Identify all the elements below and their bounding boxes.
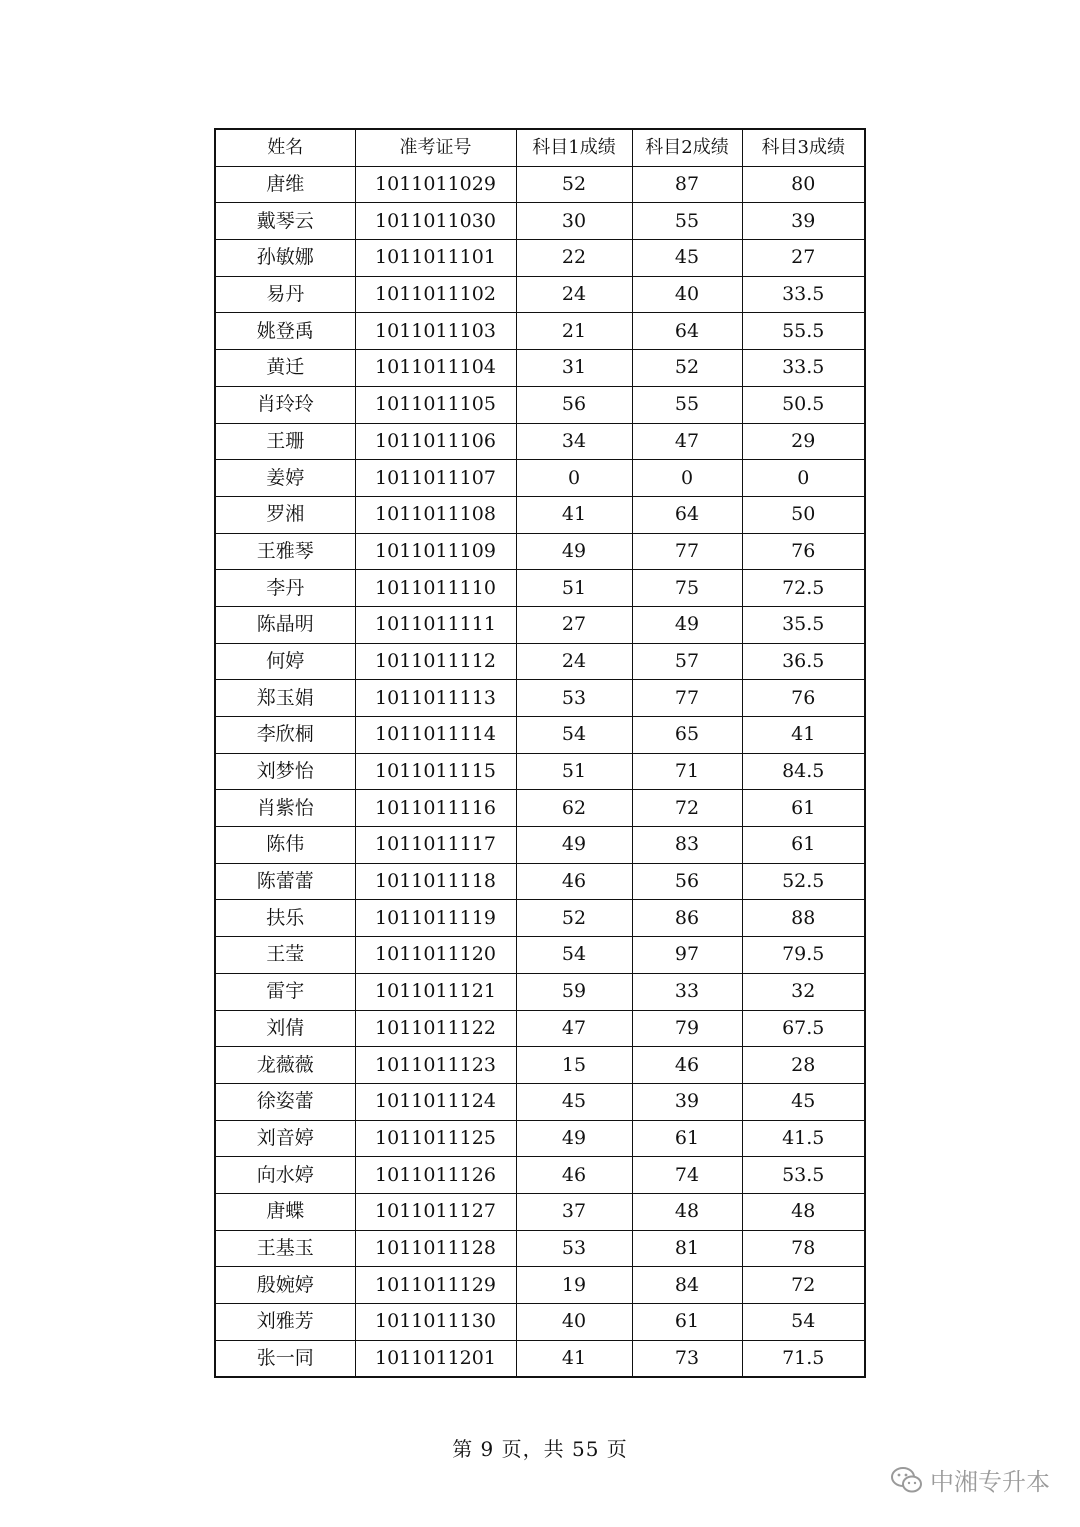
cell-subject2: 83 — [632, 827, 742, 864]
cell-subject3: 76 — [742, 533, 865, 570]
cell-subject1: 21 — [516, 313, 632, 350]
score-body — [215, 166, 865, 1377]
cell-name: 陈伟 — [215, 827, 355, 864]
cell-exam-id: 1011011110 — [355, 570, 516, 607]
cell-subject3: 50 — [742, 496, 865, 533]
cell-subject1: 59 — [516, 973, 632, 1010]
cell-name: 罗湘 — [215, 496, 355, 533]
cell-subject3: 61 — [742, 827, 865, 864]
cell-subject1: 54 — [516, 937, 632, 974]
table-row — [215, 973, 865, 1010]
cell-subject3: 28 — [742, 1047, 865, 1084]
cell-subject2: 72 — [632, 790, 742, 827]
header-exam-id: 准考证号 — [355, 129, 516, 166]
table-row — [215, 1193, 865, 1230]
cell-subject1: 53 — [516, 680, 632, 717]
cell-subject1: 51 — [516, 753, 632, 790]
cell-subject2: 40 — [632, 276, 742, 313]
cell-subject1: 53 — [516, 1230, 632, 1267]
cell-exam-id: 1011011116 — [355, 790, 516, 827]
cell-subject2: 84 — [632, 1267, 742, 1304]
cell-name: 姚登禹 — [215, 313, 355, 350]
cell-subject3: 84.5 — [742, 753, 865, 790]
table-row — [215, 643, 865, 680]
cell-subject3: 61 — [742, 790, 865, 827]
cell-exam-id: 1011011117 — [355, 827, 516, 864]
header-subject2: 科目2成绩 — [632, 129, 742, 166]
cell-subject2: 45 — [632, 240, 742, 277]
cell-subject3: 55.5 — [742, 313, 865, 350]
cell-subject2: 61 — [632, 1304, 742, 1341]
page-footer: 第 9 页，共 55 页 — [452, 1437, 628, 1461]
cell-subject1: 46 — [516, 863, 632, 900]
cell-subject1: 51 — [516, 570, 632, 607]
table-row — [215, 1010, 865, 1047]
cell-subject3: 45 — [742, 1083, 865, 1120]
cell-subject3: 54 — [742, 1304, 865, 1341]
cell-subject3: 76 — [742, 680, 865, 717]
cell-exam-id: 1011011123 — [355, 1047, 516, 1084]
cell-subject2: 73 — [632, 1340, 742, 1377]
table-row — [215, 1340, 865, 1377]
cell-name: 易丹 — [215, 276, 355, 313]
cell-subject3: 78 — [742, 1230, 865, 1267]
cell-subject1: 41 — [516, 496, 632, 533]
cell-name: 何婷 — [215, 643, 355, 680]
header-name: 姓名 — [215, 129, 355, 166]
cell-name: 李丹 — [215, 570, 355, 607]
cell-subject1: 0 — [516, 460, 632, 497]
cell-subject2: 33 — [632, 973, 742, 1010]
cell-subject3: 79.5 — [742, 937, 865, 974]
cell-subject3: 50.5 — [742, 386, 865, 423]
cell-name: 陈晶明 — [215, 606, 355, 643]
cell-subject3: 80 — [742, 166, 865, 203]
cell-subject1: 49 — [516, 533, 632, 570]
cell-name: 张一同 — [215, 1340, 355, 1377]
cell-exam-id: 1011011120 — [355, 937, 516, 974]
cell-exam-id: 1011011129 — [355, 1267, 516, 1304]
cell-name: 刘音婷 — [215, 1120, 355, 1157]
cell-name: 唐维 — [215, 166, 355, 203]
cell-name: 刘梦怡 — [215, 753, 355, 790]
cell-subject2: 64 — [632, 313, 742, 350]
cell-subject2: 46 — [632, 1047, 742, 1084]
watermark-text: 中湘专升本 — [930, 1468, 1050, 1496]
table-row — [215, 240, 865, 277]
cell-exam-id: 1011011201 — [355, 1340, 516, 1377]
cell-subject1: 49 — [516, 827, 632, 864]
cell-subject1: 52 — [516, 166, 632, 203]
cell-subject1: 19 — [516, 1267, 632, 1304]
cell-subject1: 46 — [516, 1157, 632, 1194]
cell-name: 唐蝶 — [215, 1193, 355, 1230]
table-row — [215, 1120, 865, 1157]
table-row — [215, 937, 865, 974]
cell-name: 向水婷 — [215, 1157, 355, 1194]
cell-subject3: 33.5 — [742, 350, 865, 387]
cell-subject2: 64 — [632, 496, 742, 533]
cell-exam-id: 1011011105 — [355, 386, 516, 423]
cell-subject1: 27 — [516, 606, 632, 643]
cell-name: 雷宇 — [215, 973, 355, 1010]
cell-subject3: 41.5 — [742, 1120, 865, 1157]
cell-exam-id: 1011011124 — [355, 1083, 516, 1120]
cell-name: 扶乐 — [215, 900, 355, 937]
header-subject1: 科目1成绩 — [516, 129, 632, 166]
cell-exam-id: 1011011109 — [355, 533, 516, 570]
cell-exam-id: 1011011127 — [355, 1193, 516, 1230]
cell-exam-id: 1011011103 — [355, 313, 516, 350]
cell-subject2: 55 — [632, 203, 742, 240]
cell-exam-id: 1011011128 — [355, 1230, 516, 1267]
table-row — [215, 570, 865, 607]
cell-exam-id: 1011011115 — [355, 753, 516, 790]
cell-subject1: 24 — [516, 643, 632, 680]
cell-subject3: 0 — [742, 460, 865, 497]
table-row — [215, 1304, 865, 1341]
cell-subject1: 40 — [516, 1304, 632, 1341]
table-row — [215, 386, 865, 423]
cell-name: 李欣桐 — [215, 717, 355, 754]
cell-name: 陈蕾蕾 — [215, 863, 355, 900]
table-row — [215, 1047, 865, 1084]
cell-name: 黄迁 — [215, 350, 355, 387]
cell-subject2: 77 — [632, 680, 742, 717]
cell-name: 王雅琴 — [215, 533, 355, 570]
table-row — [215, 350, 865, 387]
cell-subject2: 81 — [632, 1230, 742, 1267]
table-row — [215, 680, 865, 717]
table-row — [215, 1230, 865, 1267]
cell-subject2: 77 — [632, 533, 742, 570]
table-row — [215, 203, 865, 240]
table-row — [215, 423, 865, 460]
table-row — [215, 900, 865, 937]
cell-name: 肖紫怡 — [215, 790, 355, 827]
cell-subject2: 97 — [632, 937, 742, 974]
table-row — [215, 717, 865, 754]
table-row — [215, 1267, 865, 1304]
table-row — [215, 1157, 865, 1194]
cell-subject3: 71.5 — [742, 1340, 865, 1377]
cell-exam-id: 1011011029 — [355, 166, 516, 203]
table-row — [215, 863, 865, 900]
cell-subject1: 54 — [516, 717, 632, 754]
cell-exam-id: 1011011122 — [355, 1010, 516, 1047]
cell-subject2: 57 — [632, 643, 742, 680]
cell-name: 肖玲玲 — [215, 386, 355, 423]
cell-exam-id: 1011011101 — [355, 240, 516, 277]
table-row — [215, 1083, 865, 1120]
table-row — [215, 827, 865, 864]
cell-exam-id: 1011011112 — [355, 643, 516, 680]
table-row — [215, 276, 865, 313]
cell-exam-id: 1011011113 — [355, 680, 516, 717]
cell-name: 殷婉婷 — [215, 1267, 355, 1304]
cell-subject2: 39 — [632, 1083, 742, 1120]
cell-subject3: 33.5 — [742, 276, 865, 313]
wechat-icon — [890, 1465, 924, 1495]
cell-exam-id: 1011011126 — [355, 1157, 516, 1194]
cell-subject2: 56 — [632, 863, 742, 900]
cell-subject3: 52.5 — [742, 863, 865, 900]
cell-subject3: 29 — [742, 423, 865, 460]
cell-subject2: 61 — [632, 1120, 742, 1157]
cell-subject3: 36.5 — [742, 643, 865, 680]
cell-subject3: 48 — [742, 1193, 865, 1230]
cell-name: 王基玉 — [215, 1230, 355, 1267]
cell-subject1: 45 — [516, 1083, 632, 1120]
cell-subject1: 49 — [516, 1120, 632, 1157]
cell-subject2: 79 — [632, 1010, 742, 1047]
cell-subject2: 65 — [632, 717, 742, 754]
cell-subject2: 48 — [632, 1193, 742, 1230]
cell-name: 王珊 — [215, 423, 355, 460]
table-row — [215, 496, 865, 533]
cell-name: 孙敏娜 — [215, 240, 355, 277]
cell-exam-id: 1011011125 — [355, 1120, 516, 1157]
cell-exam-id: 1011011119 — [355, 900, 516, 937]
cell-subject2: 49 — [632, 606, 742, 643]
table-row — [215, 753, 865, 790]
cell-subject3: 72 — [742, 1267, 865, 1304]
cell-subject2: 55 — [632, 386, 742, 423]
cell-name: 刘倩 — [215, 1010, 355, 1047]
cell-subject1: 22 — [516, 240, 632, 277]
watermark — [890, 1462, 1050, 1497]
cell-name: 姜婷 — [215, 460, 355, 497]
cell-exam-id: 1011011107 — [355, 460, 516, 497]
cell-name: 郑玉娟 — [215, 680, 355, 717]
cell-subject1: 30 — [516, 203, 632, 240]
cell-name: 龙薇薇 — [215, 1047, 355, 1084]
cell-subject2: 52 — [632, 350, 742, 387]
cell-subject1: 41 — [516, 1340, 632, 1377]
cell-subject1: 34 — [516, 423, 632, 460]
cell-exam-id: 1011011118 — [355, 863, 516, 900]
cell-subject3: 88 — [742, 900, 865, 937]
cell-subject3: 67.5 — [742, 1010, 865, 1047]
cell-subject3: 35.5 — [742, 606, 865, 643]
cell-name: 戴琴云 — [215, 203, 355, 240]
cell-subject1: 37 — [516, 1193, 632, 1230]
header-subject3: 科目3成绩 — [742, 129, 865, 166]
cell-exam-id: 1011011130 — [355, 1304, 516, 1341]
cell-subject1: 56 — [516, 386, 632, 423]
cell-subject2: 75 — [632, 570, 742, 607]
cell-subject1: 47 — [516, 1010, 632, 1047]
cell-subject1: 52 — [516, 900, 632, 937]
cell-exam-id: 1011011102 — [355, 276, 516, 313]
cell-subject1: 62 — [516, 790, 632, 827]
cell-exam-id: 1011011030 — [355, 203, 516, 240]
table-row — [215, 606, 865, 643]
cell-exam-id: 1011011114 — [355, 717, 516, 754]
table-row — [215, 790, 865, 827]
cell-subject2: 71 — [632, 753, 742, 790]
cell-subject1: 31 — [516, 350, 632, 387]
cell-name: 徐姿蕾 — [215, 1083, 355, 1120]
cell-subject2: 74 — [632, 1157, 742, 1194]
cell-subject2: 47 — [632, 423, 742, 460]
cell-name: 王莹 — [215, 937, 355, 974]
cell-subject2: 87 — [632, 166, 742, 203]
score-table — [214, 128, 866, 1378]
cell-subject2: 0 — [632, 460, 742, 497]
cell-subject3: 27 — [742, 240, 865, 277]
table-row — [215, 166, 865, 203]
cell-subject3: 32 — [742, 973, 865, 1010]
cell-exam-id: 1011011121 — [355, 973, 516, 1010]
cell-subject2: 86 — [632, 900, 742, 937]
cell-subject3: 41 — [742, 717, 865, 754]
table-row — [215, 460, 865, 497]
cell-subject1: 24 — [516, 276, 632, 313]
cell-exam-id: 1011011104 — [355, 350, 516, 387]
cell-exam-id: 1011011108 — [355, 496, 516, 533]
cell-exam-id: 1011011106 — [355, 423, 516, 460]
cell-exam-id: 1011011111 — [355, 606, 516, 643]
cell-subject1: 15 — [516, 1047, 632, 1084]
cell-subject3: 39 — [742, 203, 865, 240]
table-row — [215, 533, 865, 570]
cell-subject3: 72.5 — [742, 570, 865, 607]
header-row — [215, 129, 865, 166]
table-row — [215, 313, 865, 350]
cell-subject3: 53.5 — [742, 1157, 865, 1194]
cell-name: 刘雅芳 — [215, 1304, 355, 1341]
